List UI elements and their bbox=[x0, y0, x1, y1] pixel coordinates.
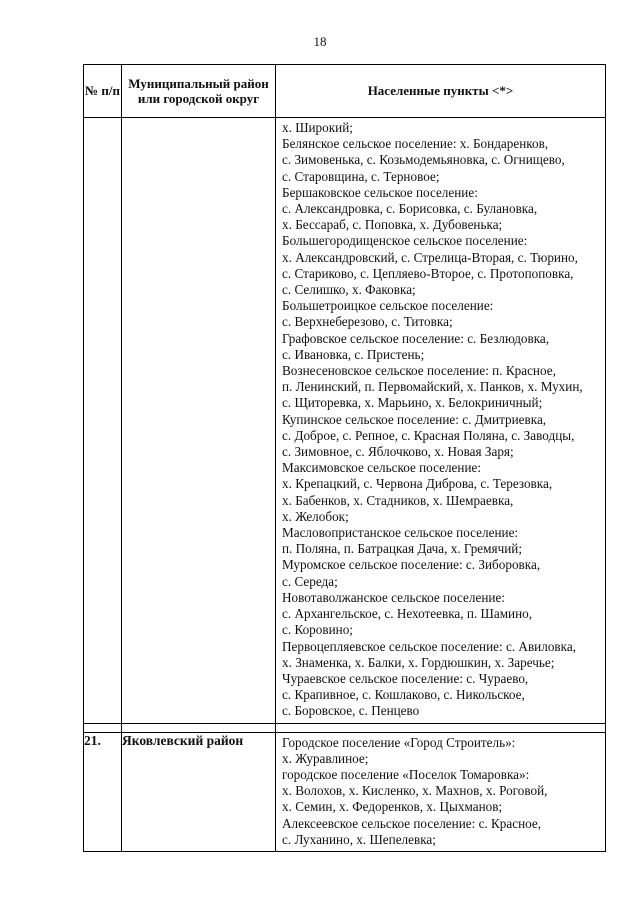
settlement-line: х. Широкий; bbox=[282, 120, 353, 135]
row-number bbox=[84, 118, 122, 724]
settlement-line: Масловопристанское сельское поселение: bbox=[282, 525, 519, 541]
row-spacer bbox=[84, 723, 606, 732]
settlement-line: городское поселение «Поселок Томаровка»: bbox=[282, 766, 530, 782]
settlement-line: х. Крепацкий, с. Червона Диброва, с. Терезовка, bbox=[282, 476, 553, 492]
settlement-line: с. Луханино, х. Шепелевка; bbox=[282, 831, 436, 847]
spacer-cell bbox=[84, 723, 122, 732]
settlement-line: п. Ленинский, п. Первомайский, х. Панков, х. Мухин, bbox=[282, 379, 583, 395]
header-number: № п/п bbox=[84, 65, 122, 118]
settlements-cell bbox=[276, 732, 606, 851]
settlement-line: Алексеевское сельское поселение: с. Красное, bbox=[282, 815, 542, 831]
settlement-line: х. Бессараб, с. Поповка, х. Дубовенька; bbox=[282, 217, 503, 233]
settlement-line: с. Верхнеберезово, с. Титовка; bbox=[282, 314, 453, 330]
settlement-line: с. Щиторевка, х. Марьино, х. Белокриничный; bbox=[282, 395, 543, 411]
table-header-row bbox=[84, 65, 606, 118]
settlement-line: х. Знаменка, х. Балки, х. Гордюшкин, х. Заречье; bbox=[282, 654, 555, 670]
settlement-line: с. Боровское, с. Пенцево bbox=[282, 703, 420, 719]
settlement-line: х. Бабенков, х. Стадников, х. Шемраевка, bbox=[282, 492, 514, 508]
settlement-line: с. Ивановка, с. Пристень; bbox=[282, 346, 425, 362]
settlement-line: с. Середа; bbox=[282, 573, 338, 589]
settlement-line: Купинское сельское поселение: с. Дмитриевка, bbox=[282, 411, 547, 427]
settlement-line: Максимовское сельское поселение: bbox=[282, 460, 482, 476]
row-number: 21. bbox=[84, 732, 122, 851]
header-district: Муниципальный район или городской округ bbox=[122, 65, 276, 118]
table-row bbox=[84, 732, 606, 851]
settlement-line: Чураевское сельское поселение: с. Чураево, bbox=[282, 670, 529, 686]
settlement-line: Муромское сельское поселение: с. Зиборовка, bbox=[282, 557, 541, 573]
settlement-line: Первоцепляевское сельское поселение: с. Авиловка, bbox=[282, 638, 576, 654]
settlement-line: Большегородищенское сельское поселение: bbox=[282, 233, 528, 249]
settlement-line: с. Коровино; bbox=[282, 622, 353, 638]
settlement-line: с. Александровка, с. Борисовка, с. Булановка, bbox=[282, 201, 538, 217]
settlement-line: с. Старовщина, с. Терновое; bbox=[282, 168, 440, 184]
settlement-line: с. Архангельское, с. Нехотеевка, п. Шамино, bbox=[282, 606, 533, 622]
settlement-line: х. Александровский, с. Стрелица-Вторая, с. Тюрино, bbox=[282, 249, 578, 265]
settlement-line: с. Стариково, с. Цепляево-Второе, с. Протопоповка, bbox=[282, 265, 574, 281]
table-body bbox=[84, 118, 606, 852]
spacer-cell bbox=[276, 723, 606, 732]
district-name: Яковлевский район bbox=[122, 732, 276, 851]
settlement-line: Большетроицкое сельское поселение: bbox=[282, 298, 494, 314]
settlement-line: Графовское сельское поселение: с. Безлюдовка, bbox=[282, 330, 550, 346]
settlement-line: х. Желобок; bbox=[282, 508, 349, 524]
table-row bbox=[84, 118, 606, 724]
settlement-line: с. Крапивное, с. Кошлаково, с. Никольское, bbox=[282, 687, 525, 703]
settlement-line: п. Поляна, п. Батрацкая Дача, х. Гремячий; bbox=[282, 541, 522, 557]
settlement-line: Бершаковское сельское поселение: bbox=[282, 184, 478, 200]
settlement-line: Белянское сельское поселение: х. Бондаренков, bbox=[282, 136, 549, 152]
settlement-line: Новотаволжанское сельское поселение: bbox=[282, 589, 505, 605]
settlement-line: х. Волохов, х. Кисленко, х. Махнов, х. Роговой, bbox=[282, 783, 548, 799]
settlements-list bbox=[276, 733, 605, 851]
header-settlements: Населенные пункты <*> bbox=[276, 65, 606, 118]
spacer-cell bbox=[122, 723, 276, 732]
settlement-line: х. Семин, х. Федоренков, х. Цыхманов; bbox=[282, 799, 503, 815]
settlements-table bbox=[83, 64, 606, 852]
settlement-line: с. Зимовенька, с. Козьмодемьяновка, с. Огнищево, bbox=[282, 152, 565, 168]
district-name bbox=[122, 118, 276, 724]
settlements-list bbox=[276, 118, 605, 723]
settlement-line: с. Селишко, х. Факовка; bbox=[282, 282, 416, 298]
settlements-cell bbox=[276, 118, 606, 724]
settlement-line: Вознесеновское сельское поселение: п. Красное, bbox=[282, 363, 556, 379]
settlement-line: с. Доброе, с. Репное, с. Красная Поляна, с. Заводцы, bbox=[282, 427, 575, 443]
settlement-line: х. Журавлиное; bbox=[282, 750, 369, 766]
settlement-line: с. Зимовное, с. Яблочково, х. Новая Заря; bbox=[282, 444, 514, 460]
page-number: 18 bbox=[313, 34, 327, 49]
settlement-line: Городское поселение «Город Строитель»: bbox=[282, 734, 516, 750]
